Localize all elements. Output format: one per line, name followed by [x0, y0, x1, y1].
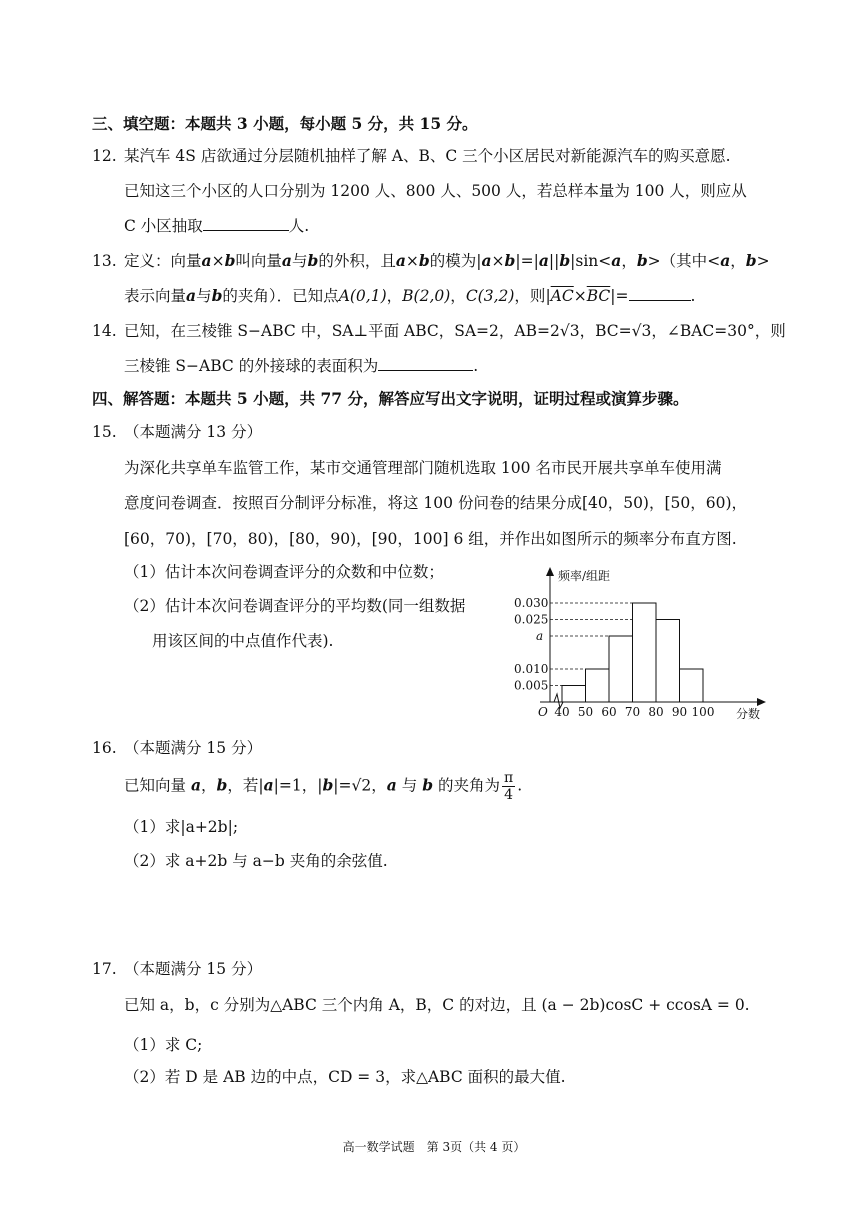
- q12-line-2: 已知这三个小区的人口分别为 1200 人、800 人、500 人，若总样本量为 100 人，则应从: [124, 182, 747, 200]
- q17-sub-2: （2）若 D 是 AB 边的中点，CD = 3，求△ABC 面积的最大值.: [124, 1068, 566, 1086]
- q15-header: （本题满分 13 分）: [124, 423, 263, 441]
- q16-text-c: |=1，|: [273, 776, 323, 795]
- q15-para-1: 为深化共享单车监管工作，某市交通管理部门随机选取 100 名市民开展共享单车使用满: [124, 459, 722, 477]
- q14-number: 14.: [92, 322, 117, 340]
- q13-text-h: 与: [196, 287, 212, 305]
- histogram-bar: [633, 603, 657, 702]
- q16-text-f: 的夹角为: [437, 776, 500, 795]
- histogram-bar: [656, 620, 680, 703]
- origin-label: O: [538, 705, 548, 719]
- q13-number: 13.: [92, 252, 117, 270]
- x-tick-label: 80: [648, 705, 664, 719]
- q16-text-e: 与: [401, 776, 418, 795]
- point-c: C(3,2): [465, 287, 515, 305]
- q13-text-b: 叫向量: [235, 252, 282, 270]
- point-a: A(0,1): [338, 287, 387, 305]
- q14-text-a: 三棱锥 S−ABC 的外接球的表面积为: [124, 357, 379, 375]
- q15-number: 15.: [92, 423, 117, 441]
- x-tick-label: 60: [601, 705, 617, 719]
- histogram-bar: [609, 636, 633, 702]
- q16-text-d: |=: [333, 776, 352, 795]
- q16-header: （本题满分 15 分）: [124, 739, 263, 757]
- q15-sub-2b: 用该区间的中点值作代表).: [152, 632, 334, 650]
- x-tick-label: 100: [691, 705, 715, 719]
- frac-numerator: π: [504, 770, 514, 786]
- y-tick-label: 0.005: [514, 678, 549, 693]
- q13-line-2: 表示向量a与b的夹角）．已知点A(0,1)，B(2,0)，C(3,2)，则$|\overline{AC}\times\overline{BC}|=$ .: [124, 286, 696, 305]
- q13-text-a: 定义：向量: [124, 252, 202, 270]
- q16-text-a: 已知向量: [124, 776, 187, 795]
- x-tick-label: 90: [671, 705, 688, 719]
- sqrt-two: √2: [351, 776, 372, 795]
- q15-para-3: [60，70)，[70，80)，[80，90)，[90，100] 6 组，并作出如图所示的频率分布直方图.: [124, 530, 737, 548]
- q13-text-j: ，则: [514, 287, 546, 305]
- y-tick-label: a: [536, 629, 544, 643]
- q12-line-3: [124, 214, 309, 237]
- y-axis-label: 频率/组距: [558, 569, 611, 583]
- pi-over-four: [502, 770, 515, 803]
- q12-line-3a: C 小区抽取: [124, 217, 203, 235]
- q16-sub-2: （2）求 a+2b 与 a−b 夹角的余弦值.: [124, 852, 388, 870]
- q12-number: 12.: [92, 147, 117, 165]
- page-footer: 高一数学试题 第 3页（共 4 页）: [342, 1140, 526, 1154]
- q17-header: （本题满分 15 分）: [124, 960, 263, 978]
- q13-answer-blank[interactable]: [629, 284, 691, 301]
- y-tick-label: 0.010: [514, 662, 549, 676]
- frequency-histogram: [500, 562, 780, 732]
- section-4-title: 四、解答题：本题共 5 小题，共 77 分，解答应写出文字说明，证明过程或演算步骤。: [92, 389, 689, 408]
- y-tick-label: 0.030: [514, 596, 549, 610]
- x-tick-label: 40: [554, 705, 570, 719]
- q13-text-g: 表示向量: [124, 287, 187, 305]
- q12-line-1: 某汽车 4S 店欲通过分层随机抽样了解 A、B、C 三个小区居民对新能源汽车的购买意愿.: [124, 147, 731, 165]
- q15-para-2: 意度问卷调查．按照百分制评分标准，将这 100 份问卷的结果分成[40，50)，[50，60)，: [124, 494, 748, 512]
- point-b: B(2,0): [402, 287, 451, 305]
- frac-denominator: 4: [504, 787, 514, 803]
- q13-text-i: 的夹角）．已知点: [222, 287, 339, 305]
- section-3-title: 三、填空题：本题共 3 小题，每小题 5 分，共 15 分。: [92, 114, 478, 133]
- q14-line-1: 已知，在三棱锥 S−ABC 中，SA⊥平面 ABC，SA=2，AB=2√3，BC=√3，∠BAC=30°，则: [124, 322, 786, 340]
- q13-text-c: 与: [291, 252, 308, 270]
- x-axis-arrow: [757, 698, 766, 706]
- q16-number: 16.: [92, 739, 117, 757]
- q12-answer-blank[interactable]: [203, 214, 289, 231]
- histogram-bar: [586, 669, 610, 702]
- histogram-bar: [562, 686, 586, 703]
- y-axis-arrow: [546, 567, 554, 576]
- q16-sub-1: （1）求|a+2b|;: [124, 818, 239, 836]
- q13-text-d: 的外积，且: [318, 252, 396, 270]
- x-tick-label: 70: [624, 705, 641, 719]
- x-axis-label: 分数: [736, 707, 761, 721]
- y-tick-label: 0.025: [514, 612, 549, 627]
- q14-answer-blank[interactable]: [378, 354, 473, 371]
- q13-text-e: 的模为: [429, 252, 477, 270]
- q14-line-2: 三棱锥 S−ABC 的外接球的表面积为 .: [124, 354, 478, 377]
- q15-sub-2a: （2）估计本次问卷调查评分的平均数(同一组数据: [124, 597, 466, 615]
- x-tick-label: 50: [577, 705, 594, 719]
- q17-stem: 已知 a，b，c 分别为△ABC 三个内角 A，B，C 的对边，且 (a − 2b)cosC + ccosA = 0.: [124, 996, 750, 1014]
- q13-text-f: （其中: [660, 252, 708, 270]
- q13-line-1: 定义：向量a×b叫向量a与b的外积，且a×b的模为|a×b|=|a||b|sin<a，b>（其中<a，b>: [124, 251, 770, 270]
- q16-text-b: ，若|: [227, 776, 264, 795]
- q17-number: 17.: [92, 960, 117, 978]
- q15-sub-1: （1）估计本次问卷调查评分的众数和中位数；: [124, 563, 444, 581]
- histogram-bar: [680, 669, 704, 702]
- q12-line-3b: 人.: [288, 217, 310, 235]
- q17-sub-1: （1）求 C;: [124, 1036, 203, 1054]
- q16-stem: 已知向量 a，b，若|a|=1，|b|=√2，a 与 b 的夹角为 $\frac{\pi}{4}$ .: [124, 770, 523, 803]
